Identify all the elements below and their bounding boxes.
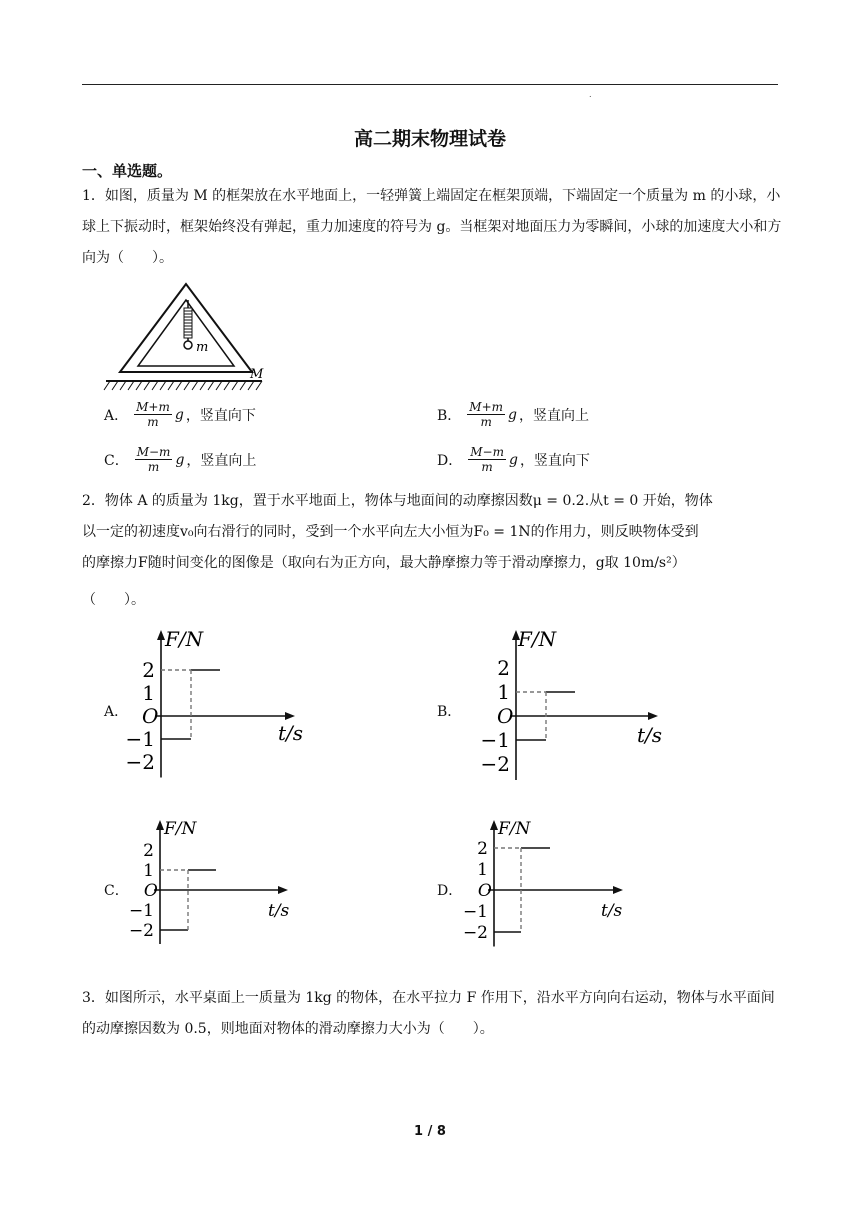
g-symbol: g [508,406,517,423]
y-axis-label: F/N [518,628,557,651]
question-2-line-2: 以一定的初速度v₀向右滑行的同时，受到一个水平向左大小恒为F₀ = 1N的作用力，则反映物体受到 [82,524,699,540]
y-axis-arrow [156,820,164,830]
page-title: 高二期末物理试卷 [353,128,506,150]
header-dot: . [589,90,592,99]
question-2-line-1: 2．物体 A 的质量为 1kg，置于水平地面上，物体与地面间的动摩擦因数μ = 0.2.从t = 0 开始，物体 [82,493,713,509]
tick-label: 2 [143,840,154,861]
q1-option-c[interactable] [104,445,256,474]
q2-graph-d [458,818,633,963]
tick-label: −2 [462,922,488,943]
option-direction: ，竖直向下 [519,452,590,469]
header-rule [82,84,778,85]
section-heading: 一、单选题。 [82,162,173,180]
tick-label: −2 [480,752,510,776]
y-axis-label: F/N [498,819,531,839]
tick-label: 1 [497,680,510,704]
question-2-line-4: （ ）。 [82,592,145,608]
x-axis-label: t/s [278,721,304,745]
q1-option-d[interactable] [437,445,590,474]
fraction: $\frac{M-m}{m}$ [470,445,504,474]
ball-label: m [196,340,209,355]
x-axis-arrow [285,712,295,720]
option-label: B． [437,407,462,424]
q1-option-b[interactable] [437,400,589,429]
g-symbol: g [175,451,185,468]
tick-label: −1 [480,728,510,752]
y-axis-arrow [490,820,498,830]
x-axis-label: t/s [601,901,623,921]
y-axis-arrow [157,630,165,640]
tick-label: 2 [497,656,510,680]
option-label: A． [104,407,129,424]
fraction: $\frac{M+m}{m}$ [469,400,504,429]
q2-option-d-label[interactable]: D． [437,883,463,899]
g-symbol: g [174,406,184,423]
frame-label: M [250,367,264,382]
q2-option-a-label[interactable]: A． [104,704,129,720]
q2-option-c-label[interactable]: C． [104,883,129,899]
question-1-text: 1．如图，质量为 M 的框架放在水平地面上，一轻弹簧上端固定在框架顶端，下端固定一个质量为 m 的小球，小球上下振动时，框架始终没有弹起，重力加速度的符号为 g。当框架对地面压力为零瞬间，小球的加速度大小和方向为（ ）。 [82,188,782,266]
tick-label: 1 [143,860,154,881]
fraction: $\frac{M+m}{m}$ [136,400,170,429]
origin-label: O [143,880,158,901]
x-axis-arrow [278,886,288,894]
option-direction: ，竖直向上 [519,407,589,424]
page-number: 1 / 8 [414,1124,446,1139]
tick-label: −1 [125,727,155,751]
option-direction: ，竖直向上 [186,452,257,469]
tick-label: −1 [462,901,488,922]
x-axis-arrow [613,886,623,894]
option-label: C． [104,452,129,469]
question-2-line-3: 的摩擦力F随时间变化的图像是（取向右为正方向，最大静摩擦力等于滑动摩擦力，g取 10m/s²） [82,555,686,571]
x-axis-label: t/s [637,723,663,747]
tick-label: 2 [142,658,155,682]
option-label: D． [437,452,463,469]
y-axis-label: F/N [164,819,197,839]
q2-graph-a [125,628,310,798]
q2-graph-b [470,628,670,798]
tick-label: 1 [142,681,155,705]
tick-label: 2 [477,838,488,859]
origin-label: O [497,704,514,728]
question-1-figure [100,280,275,395]
tick-label: −2 [125,750,155,774]
g-symbol: g [508,451,518,468]
q2-graph-c [128,818,303,963]
question-3-text: 3．如图所示，水平桌面上一质量为 1kg 的物体，在水平拉力 F 作用下，沿水平方向向右运动，物体与水平面间的动摩擦因数为 0.5，则地面对物体的滑动摩擦力大小为（ ）。 [82,990,775,1037]
q1-option-a[interactable] [104,400,256,429]
origin-label: O [142,704,159,728]
tick-label: 1 [477,859,488,880]
x-axis-label: t/s [268,901,290,921]
q2-option-b-label[interactable]: B． [437,704,462,720]
origin-label: O [477,880,492,901]
fraction: $\frac{M-m}{m}$ [136,445,171,474]
tick-label: −1 [128,900,154,921]
y-axis-label: F/N [165,628,204,651]
tick-label: −2 [128,920,154,941]
option-direction: ，竖直向下 [185,407,256,424]
x-axis-arrow [648,712,658,720]
